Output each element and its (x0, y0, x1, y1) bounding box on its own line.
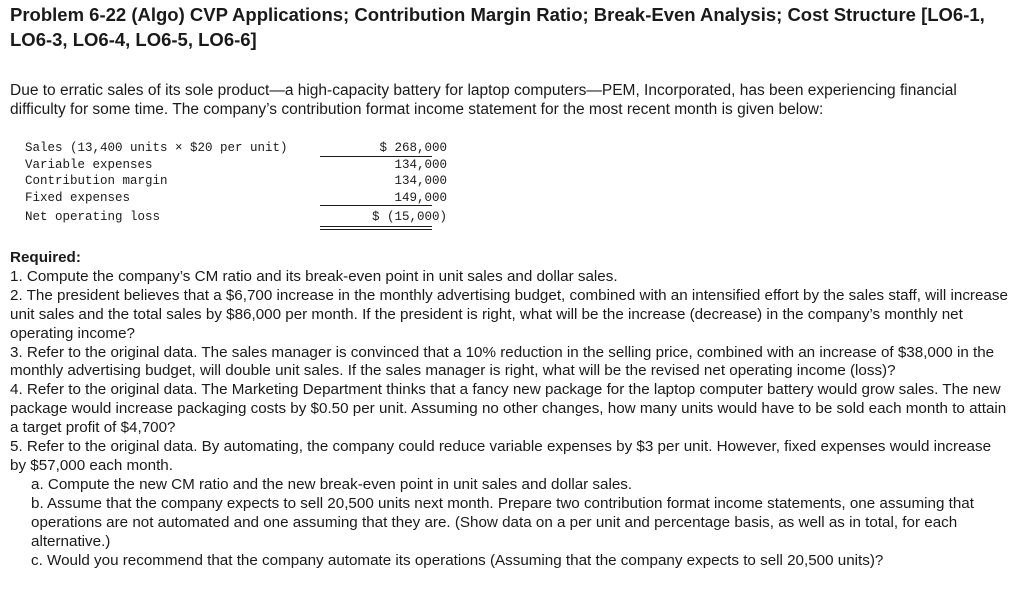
statement-double-underline (320, 229, 432, 230)
required-item-1: 1. Compute the company’s CM ratio and its break-even point in unit sales and dollar sales. (10, 267, 618, 285)
problem-intro: Due to erratic sales of its sole product—a high-capacity battery for laptop computers—PEM, Incorporated, has been experiencing financial difficulty for some time. The company’s contribution format income statement for the most recent month is given below: (10, 82, 957, 118)
statement-label: Net operating loss (25, 210, 161, 224)
required-section (10, 249, 1010, 570)
statement-amount: 149,000 (394, 190, 447, 205)
required-item-2: 2. The president believes that a $6,700 increase in the monthly advertising budget, combined with an intensified effort by the sales staff, will increase unit sales and the total sales by $86,000 per month. If the president is right, what will be the increase (decrease) in the company’s monthly net operating income? (10, 286, 1008, 342)
required-heading: Required: (10, 249, 81, 266)
statement-amount: 134,000 (394, 174, 447, 188)
statement-underline (320, 156, 432, 157)
statement-amount: $ 268,000 (379, 141, 447, 155)
statement-label: Variable expenses (25, 157, 153, 172)
required-subitem-a: a. Compute the new CM ratio and the new break-even point in unit sales and dollar sales. (31, 475, 633, 493)
statement-amount: 134,000 (394, 157, 447, 172)
statement-amount: $ (15,000) (371, 210, 447, 224)
statement-double-underline (320, 226, 432, 227)
required-item-5: 5. Refer to the original data. By automating, the company could reduce variable expenses by $3 per unit. However, fixed expenses would increase by $57,000 each month. (10, 438, 992, 474)
problem-title: Problem 6-22 (Algo) CVP Applications; Contribution Margin Ratio; Break-Even Analysis; Cost Structure [LO6-1, LO6-3, LO6-4, LO6-5, LO6-6] (10, 4, 985, 50)
required-subitem-b: b. Assume that the company expects to sell 20,500 units next month. Prepare two contribution format income statements, one assuming that operations are not automated and one assuming that they are. (Show data on a per unit and percentage basis, as well as in total, for each alternative.) (31, 494, 974, 550)
statement-label: Sales (13,400 units × $20 per unit) (25, 141, 288, 155)
required-item-4: 4. Refer to the original data. The Marketing Department thinks that a fancy new package for the laptop computer battery would grow sales. The new package would increase packaging costs by $0.50 per unit. Assuming no other changes, how many units would have to be sold each month to attain a target profit of $4,700? (10, 381, 1007, 437)
required-subitem-c: c. Would you recommend that the company automate its operations (Assuming that the company expects to sell 20,500 units)? (31, 551, 884, 569)
statement-underline (320, 205, 432, 206)
statement-label: Fixed expenses (25, 190, 131, 205)
required-item-3: 3. Refer to the original data. The sales manager is convinced that a 10% reduction in the selling price, combined with an increase of $38,000 in the monthly advertising budget, will double unit sales. If the sales manager is right, what will be the revised net operating income (loss)? (10, 343, 995, 380)
statement-label: Contribution margin (25, 174, 168, 188)
